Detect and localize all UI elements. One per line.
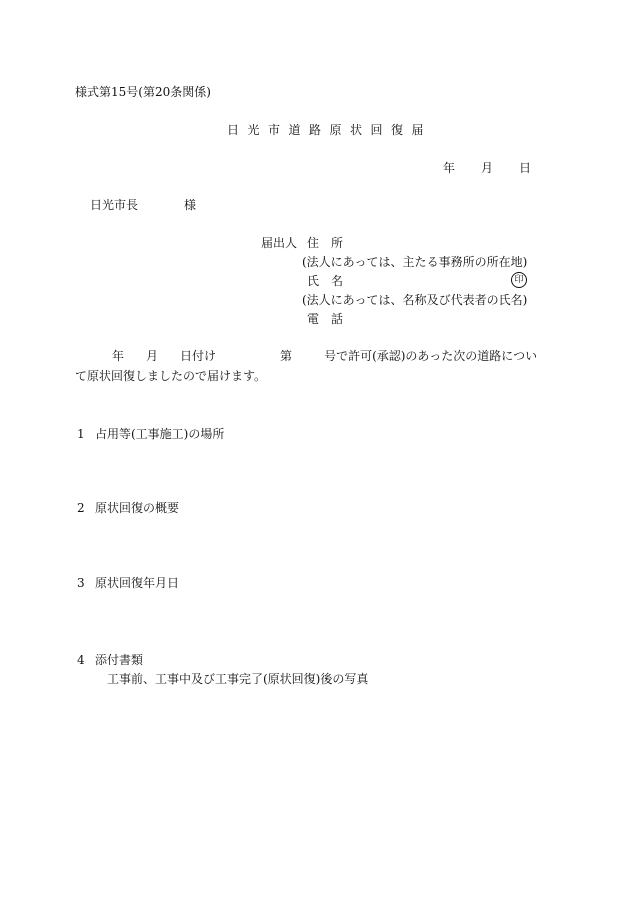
name-label: 氏 名 <box>307 274 344 288</box>
item-location: 1 占用等(工事施工)の場所 <box>77 427 225 441</box>
document-title: 日光市道路原状回復届 <box>227 123 433 137</box>
date-day-label: 日 <box>519 161 532 175</box>
address-label: 住 所 <box>307 236 344 250</box>
addressee-name: 日光市長 <box>90 198 139 212</box>
date-month-label: 月 <box>481 161 494 175</box>
body-text-line-2: て原状回復しましたので届けます。 <box>75 369 267 383</box>
body-text-line-1: 年 月 日付け 第 号で許可(承認)のあった次の道路につい <box>112 349 538 363</box>
date-line <box>443 162 531 174</box>
applicant-label: 届出人 <box>261 236 298 250</box>
form-number: 様式第15号(第20条関係) <box>75 85 211 99</box>
attachments-detail: 工事前、工事中及び工事完了(原状回復)後の写真 <box>107 672 369 686</box>
item-attachments: 4 添付書類 <box>77 653 144 667</box>
phone-label: 電 話 <box>307 312 344 326</box>
addressee-honorific: 様 <box>184 198 197 212</box>
name-note: (法人にあっては、名称及び代表者の氏名) <box>302 293 528 307</box>
addressee <box>90 199 196 211</box>
seal-mark: 印 <box>511 272 527 288</box>
date-year-label: 年 <box>443 161 456 175</box>
item-overview: 2 原状回復の概要 <box>77 501 180 515</box>
address-note: (法人にあっては、主たる事務所の所在地) <box>302 255 528 269</box>
item-restoration-date: 3 原状回復年月日 <box>77 576 180 590</box>
